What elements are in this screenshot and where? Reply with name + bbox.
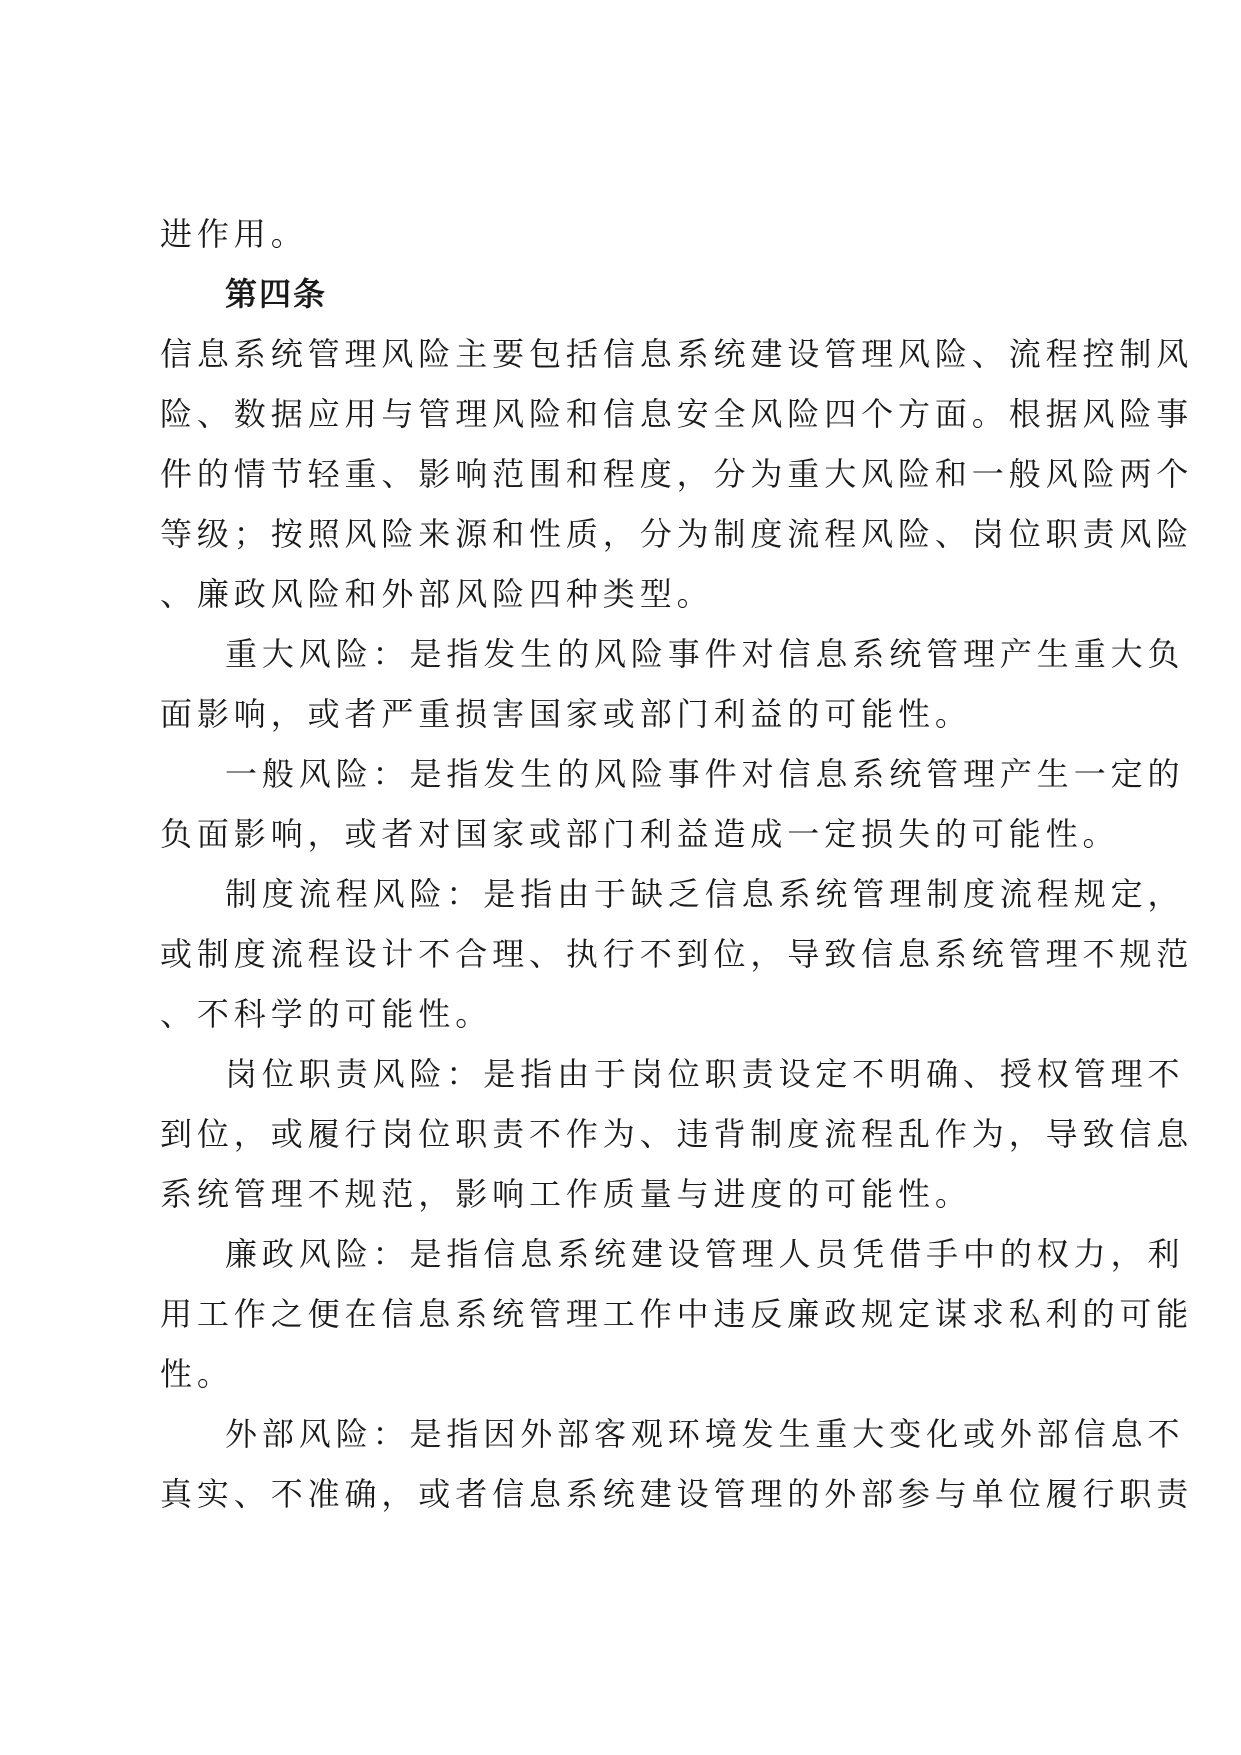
paragraph-line: 岗位职责风险：是指由于岗位职责设定不明确、授权管理不 — [225, 1055, 1185, 1093]
paragraph-line: 性。 — [160, 1355, 234, 1393]
paragraph-line: 或制度流程设计不合理、执行不到位，导致信息系统管理不规范 — [160, 935, 1194, 973]
article-heading: 第四条 — [225, 275, 328, 313]
paragraph-line: 、不科学的可能性。 — [160, 995, 493, 1033]
paragraph-line: 险、数据应用与管理风险和信息安全风险四个方面。根据风险事 — [160, 395, 1194, 433]
paragraph-line: 到位，或履行岗位职责不作为、违背制度流程乱作为，导致信息 — [160, 1115, 1194, 1153]
paragraph-line: 外部风险：是指因外部客观环境发生重大变化或外部信息不 — [225, 1415, 1185, 1453]
paragraph-line: 系统管理不规范，影响工作质量与进度的可能性。 — [160, 1175, 972, 1213]
paragraph-line: 重大风险：是指发生的风险事件对信息系统管理产生重大负 — [225, 635, 1185, 673]
paragraph-line: 、廉政风险和外部风险四种类型。 — [160, 575, 714, 613]
paragraph-line: 真实、不准确，或者信息系统建设管理的外部参与单位履行职责 — [160, 1475, 1194, 1513]
paragraph-line: 用工作之便在信息系统管理工作中违反廉政规定谋求私利的可能 — [160, 1295, 1194, 1333]
paragraph-line: 制度流程风险：是指由于缺乏信息系统管理制度流程规定， — [225, 875, 1185, 913]
document-body — [160, 204, 1194, 1524]
paragraph-line: 信息系统管理风险主要包括信息系统建设管理风险、流程控制风 — [160, 335, 1194, 373]
paragraph-line: 面影响，或者严重损害国家或部门利益的可能性。 — [160, 695, 972, 733]
paragraph-line: 进作用。 — [160, 215, 308, 253]
paragraph-line: 廉政风险：是指信息系统建设管理人员凭借手中的权力，利 — [225, 1235, 1185, 1273]
paragraph-line: 一般风险：是指发生的风险事件对信息系统管理产生一定的 — [225, 755, 1185, 793]
paragraph-line: 等级；按照风险来源和性质，分为制度流程风险、岗位职责风险 — [160, 515, 1194, 553]
paragraph-line: 负面影响，或者对国家或部门利益造成一定损失的可能性。 — [160, 815, 1120, 853]
paragraph-line: 件的情节轻重、影响范围和程度，分为重大风险和一般风险两个 — [160, 455, 1194, 493]
